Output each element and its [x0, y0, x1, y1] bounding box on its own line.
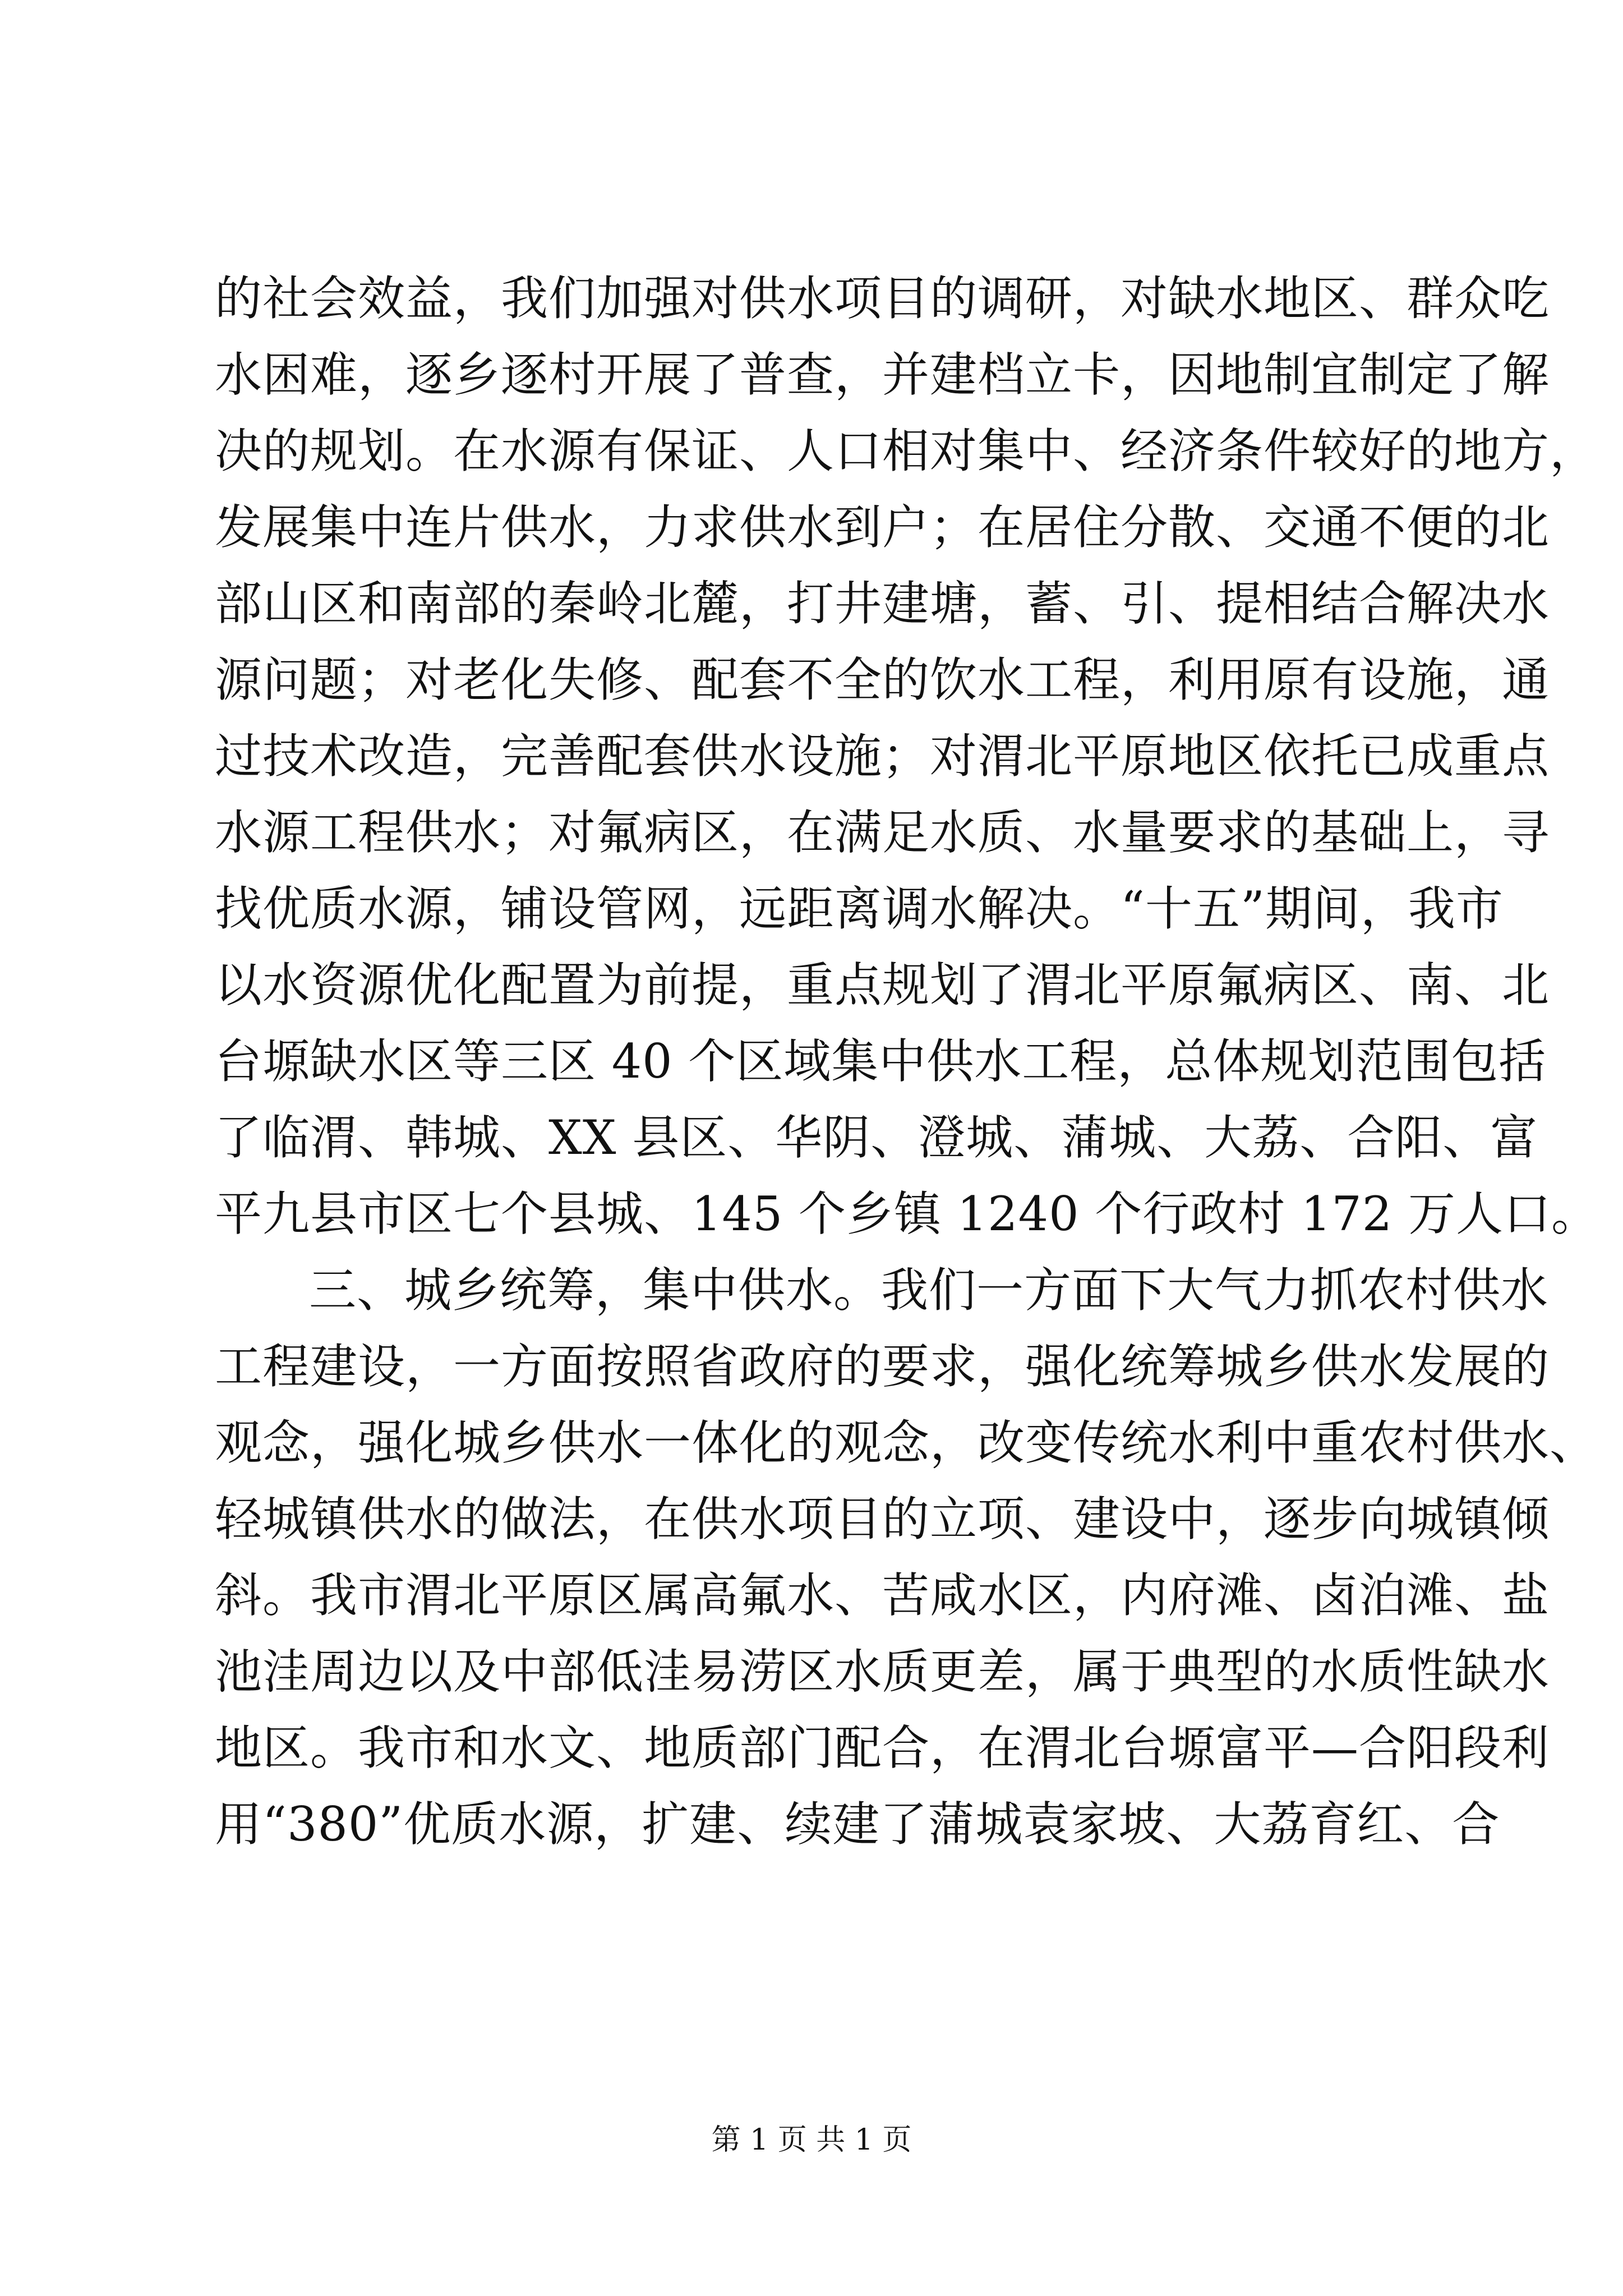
text-line: 地区。我市和水文、地质部门配合，在渭北台塬富平—合阳段利 — [215, 1720, 1550, 1775]
document-body — [215, 260, 1599, 1862]
text-line: 水源工程供水；对氟病区，在满足水质、水量要求的基础上，寻 — [215, 805, 1550, 860]
text-line: 过技术改造，完善配套供水设施；对渭北平原地区依托已成重点 — [215, 729, 1550, 784]
text-line: 水困难，逐乡逐村开展了普查，并建档立卡，因地制宜制定了解 — [215, 347, 1550, 402]
text-line: 台塬缺水区等三区 40 个区域集中供水工程，总体规划范围包括 — [215, 1034, 1547, 1089]
text-line: 发展集中连片供水，力求供水到户；在居住分散、交通不便的北 — [215, 500, 1550, 555]
text-line: 工程建设，一方面按照省政府的要求，强化统筹城乡供水发展的 — [215, 1339, 1550, 1394]
text-line: 源问题；对老化失修、配套不全的饮水工程，利用原有设施，通 — [215, 652, 1550, 707]
text-line: 观念，强化城乡供水一体化的观念，改变传统水利中重农村供水、 — [215, 1415, 1598, 1470]
text-line: 的社会效益，我们加强对供水项目的调研，对缺水地区、群众吃 — [215, 271, 1550, 326]
text-line: 部山区和南部的秦岭北麓，打井建塘，蓄、引、提相结合解决水 — [215, 576, 1550, 631]
page-number-label: 第 1 页 共 1 页 — [711, 2123, 912, 2157]
text-line: 决的规划。在水源有保证、人口相对集中、经济条件较好的地方， — [215, 424, 1598, 478]
page-footer — [0, 2120, 1623, 2160]
text-line: 用“380”优质水源，扩建、续建了蒲城袁家坡、大荔育红、合 — [215, 1797, 1500, 1852]
text-line: 了临渭、韩城、XX 县区、华阴、澄城、蒲城、大荔、合阳、富 — [215, 1110, 1538, 1165]
text-line: 以水资源优化配置为前提，重点规划了渭北平原氟病区、南、北 — [215, 958, 1550, 1013]
text-line: 轻城镇供水的做法，在供水项目的立项、建设中，逐步向城镇倾 — [215, 1492, 1550, 1547]
text-line: 池洼周边以及中部低洼易涝区水质更差，属于典型的水质性缺水 — [215, 1644, 1550, 1699]
text-line: 找优质水源，铺设管网，远距离调水解决。“十五”期间，我市 — [215, 881, 1504, 936]
text-line: 斜。我市渭北平原区属高氟水、苦咸水区，内府滩、卤泊滩、盐 — [215, 1568, 1550, 1623]
text-line-paragraph-end: 平九县市区七个县城、145 个乡镇 1240 个行政村 172 万人口。 — [215, 1186, 1599, 1241]
text-line-paragraph-start: 三、城乡统筹，集中供水。我们一方面下大气力抓农村供水 — [309, 1263, 1549, 1318]
